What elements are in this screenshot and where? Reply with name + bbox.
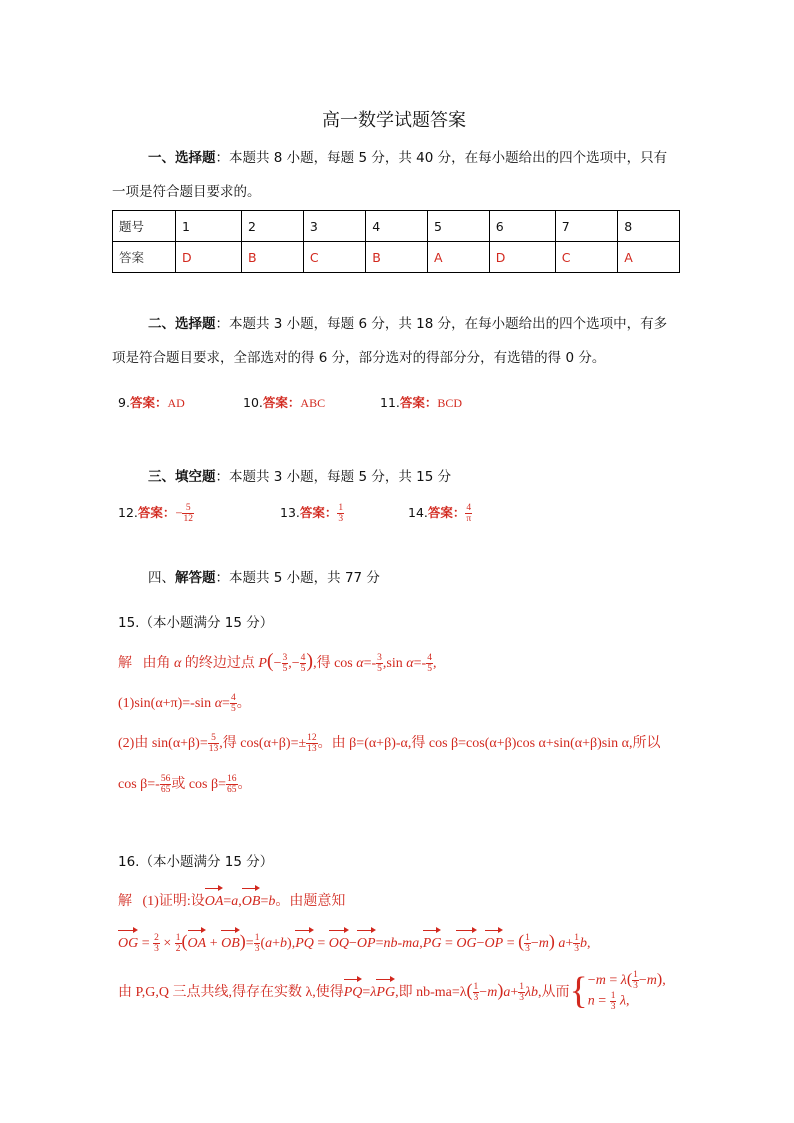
question-number: 11. [380,395,400,410]
table-header-label: 题号 [113,211,176,242]
q15-line3: (2)由 sin(α+β)= $\frac{5}{13}$ ,得 cos(α+β)=± $\frac{12}{13}$ 。由 β=(α+β)-α,得 cos β=cos(α+β)cos α+sin(α+β)sin α,所以 [118,733,661,755]
answer-label: 答案： [427,505,466,520]
table-cell-number: 6 [489,211,555,242]
table-cell-number: 3 [303,211,365,242]
question-number: 10. [243,395,263,410]
section2-text: ：本题共 3 小题，每题 6 分，共 18 分，在每小题给出的四个选项中，有多 [215,316,668,332]
page-title: 高一数学试题答案 [322,110,466,131]
section1-line2: 一项是符合题目要求的。 [112,184,261,200]
answer-9 [118,393,185,411]
answer-sign: − [175,506,183,520]
table-cell-answer: D [489,242,555,273]
question-number: 14. [408,505,428,520]
answer-label: 答案： [129,395,168,410]
answer-label: 答案： [137,505,176,520]
answer-value: BCD [437,396,463,410]
q16-line2: OG = $\frac{2}{3}$ × $\frac{1}{2}$ (OA + OB)= $\frac{1}{3}$ (a+b),PQ = OQ−OP=nb-ma,PG = OG−OP = ( $\frac{1}{3}$ −m) a+ $\frac{1}{3}$ b, [118,928,591,957]
q16-line3: 由 P,G,Q 三点共线,得存在实数 λ,使得PQ=λPG,即 nb-ma=λ( $\frac{1}{3}$ −m)a+ $\frac{1}{3}$ λb,从而{ −m = λ( $\frac{1}{3}$ −m), n = $\frac{1}{3}$ λ, [118,970,666,1013]
section3-text: ：本题共 3 小题，每题 5 分，共 15 分 [215,469,452,485]
table-cell-number: 1 [176,211,242,242]
vector-OQ: OQ [329,931,349,957]
answer-11 [380,393,462,411]
section3-heading: 三、填空题 [148,469,216,485]
section4-prefix: 四、 [148,570,175,585]
section1-heading: 一、选择题 [148,150,216,166]
system-brace: { [569,970,588,1013]
q16-header: 16.（本小题满分 15 分） [118,854,274,870]
vector-OP: OP [357,931,376,957]
question-number: 12. [118,505,138,520]
answer-label: 答案： [399,395,438,410]
question-number: 9. [118,395,130,410]
table-cell-answer: A [428,242,490,273]
table-cell-number: 8 [618,211,680,242]
table-cell-number: 5 [428,211,490,242]
answer-12 [118,500,194,526]
section1-line1 [148,146,667,166]
answer-14 [408,500,472,526]
q16-line1: 解 (1)证明:设OA=a,OB=b。由题意知 [118,888,345,915]
table-row [113,211,680,242]
answer-10 [243,393,325,411]
answer-13 [280,500,344,526]
table-cell-answer: A [618,242,680,273]
section4-heading: 解答题 [175,570,216,586]
section2-line2: 项是符合题目要求，全部选对的得 6 分，部分选对的得部分分，有选错的得 0 分。 [112,350,606,366]
vector-OA: OA [205,889,224,915]
answer-value: AD [167,396,185,410]
table-cell-answer: B [366,242,428,273]
section1-text: ：本题共 8 小题，每题 5 分，共 40 分，在每小题给出的四个选项中，只有 [215,150,668,166]
section2-line1 [148,312,667,332]
table-cell-answer: B [242,242,304,273]
section4-line [148,566,380,586]
answer-label: 答案： [299,505,338,520]
answer-value: ABC [300,396,326,410]
table-cell-number: 2 [242,211,304,242]
table-cell-answer: D [176,242,242,273]
question-number: 13. [280,505,300,520]
q15-line2: (1)sin(α+π)=-sin α= $\frac{4}{5}$ 。 [118,693,251,715]
table-cell-answer: C [303,242,365,273]
section2-heading: 二、选择题 [148,316,216,332]
equation-system: −m = λ( $\frac{1}{3}$ −m), n = $\frac{1}{3}$ λ, [587,970,666,1013]
answer-label: 答案： [262,395,301,410]
vector-PG: PG [423,931,442,957]
vector-PQ: PQ [295,931,314,957]
answer-table [112,210,680,273]
table-cell-answer: C [555,242,617,273]
table-cell-number: 4 [366,211,428,242]
answer-fraction: $\frac{4}{\pi}$ [466,503,472,524]
answer-fraction: $\frac{5}{12}$ [183,503,193,524]
solve-label: 解 [118,655,132,671]
vector-OG: OG [118,931,138,957]
section4-text: ：本题共 5 小题，共 77 分 [215,570,380,586]
table-cell-number: 7 [555,211,617,242]
table-row [113,242,680,273]
vector-OB: OB [242,889,261,915]
q15-header: 15.（本小题满分 15 分） [118,615,274,631]
answer-fraction: $\frac{1}{3}$ [338,503,344,524]
table-answer-label: 答案 [113,242,176,273]
q15-line4: cos β=- $\frac{56}{65}$ 或 cos β= $\frac{16}{65}$ 。 [118,774,252,796]
q15-line1: 解 由角 α 的终边过点 P(− $\frac{3}{5}$ ,− $\frac{4}{5}$ ),得 cos α=- $\frac{3}{5}$ ,sin α=- $\frac{4}{5}$ , [118,650,437,675]
solve-label: 解 [118,893,132,909]
section3-line [148,465,451,485]
